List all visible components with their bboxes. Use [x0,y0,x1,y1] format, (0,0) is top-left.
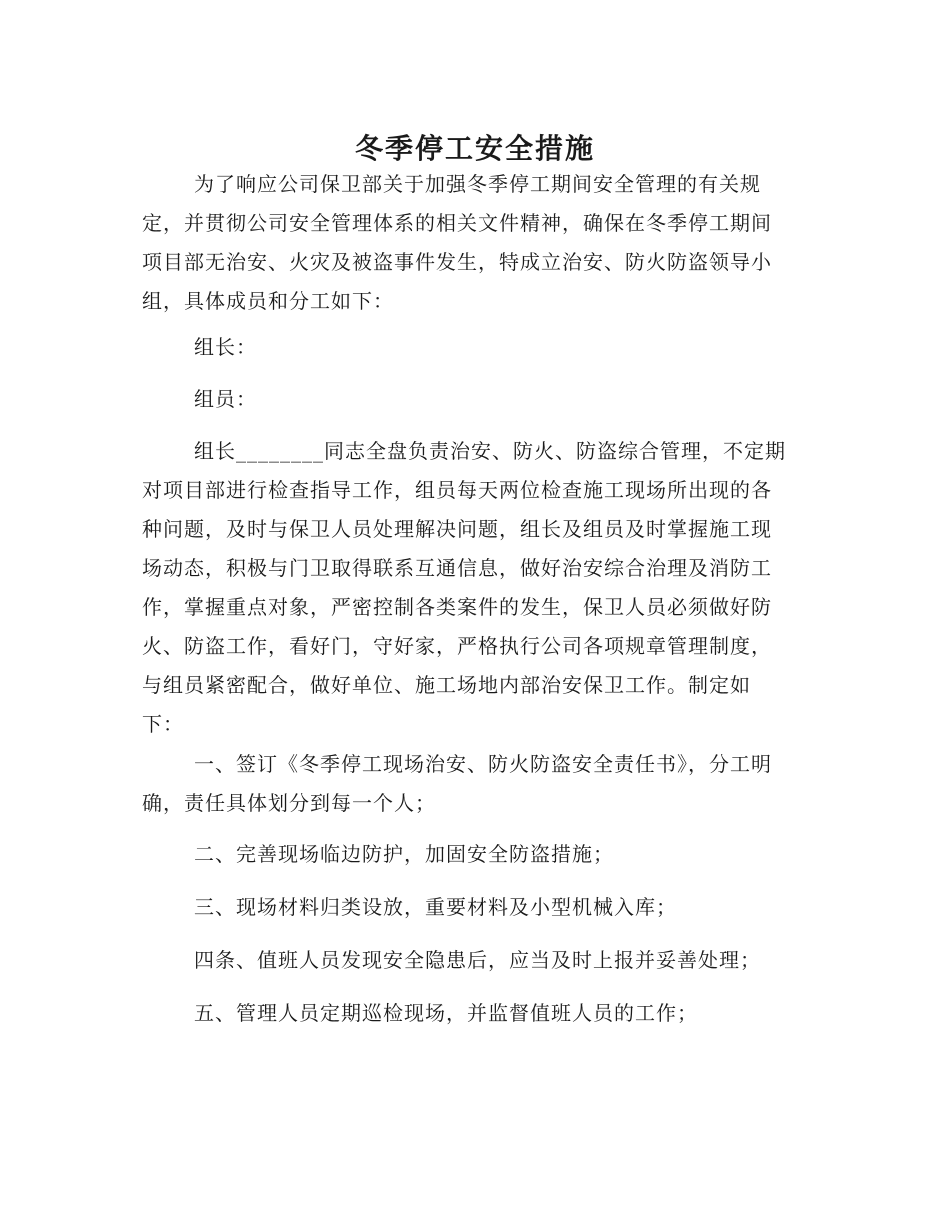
item-2-text: 二、完善现场临边防护，加固安全防盗措施； [194,842,614,866]
member-paragraph [142,380,806,419]
duty-paragraph [142,432,806,744]
duty-line: 火、防盗工作，看好门，守好家，严格执行公司各项规章管理制度， [142,634,772,658]
item-2-paragraph [142,835,806,874]
item-4-text: 四条、值班人员发现安全隐患后，应当及时上报并妥善处理； [194,948,761,972]
intro-paragraph [142,165,806,321]
item-5-text: 五、管理人员定期巡检现场，并监督值班人员的工作； [194,1001,698,1025]
duty-line: 作，掌握重点对象，严密控制各类案件的发生，保卫人员必须做好防 [142,595,772,619]
intro-line: 定，并贯彻公司安全管理体系的相关文件精神，确保在冬季停工期间 [142,211,772,235]
item-1-paragraph [142,745,806,823]
item-3-paragraph [142,888,806,927]
item-3-text: 三、现场材料归类设放，重要材料及小型机械入库； [194,895,677,919]
item-5-paragraph [142,994,806,1033]
intro-line: 为了响应公司保卫部关于加强冬季停工期间安全管理的有关规 [194,172,761,196]
member-label: 组员： [194,387,257,411]
leader-paragraph [142,328,806,367]
duty-line: 组长________同志全盘负责治安、防火、防盗综合管理，不定期 [194,439,786,463]
duty-line: 与组员紧密配合，做好单位、施工场地内部治安保卫工作。制定如 [142,673,751,697]
duty-line: 对项目部进行检查指导工作，组员每天两位检查施工现场所出现的各 [142,478,772,502]
leader-label: 组长： [194,335,257,359]
item-4-paragraph [142,941,806,980]
intro-line: 组，具体成员和分工如下： [142,289,394,313]
duty-line: 种问题，及时与保卫人员处理解决问题，组长及组员及时掌握施工现 [142,517,772,541]
document-title: 冬季停工安全措施 [354,131,595,165]
item-1-line: 一、签订《冬季停工现场治安、防火防盗安全责任书》，分工明 [194,752,772,776]
item-1-line: 确，责任具体划分到每一个人； [142,791,436,815]
duty-line: 场动态，积极与门卫取得联系互通信息，做好治安综合治理及消防工 [142,556,772,580]
intro-line: 项目部无治安、火灾及被盗事件发生，特成立治安、防火防盗领导小 [142,250,772,274]
duty-line: 下： [142,712,184,736]
